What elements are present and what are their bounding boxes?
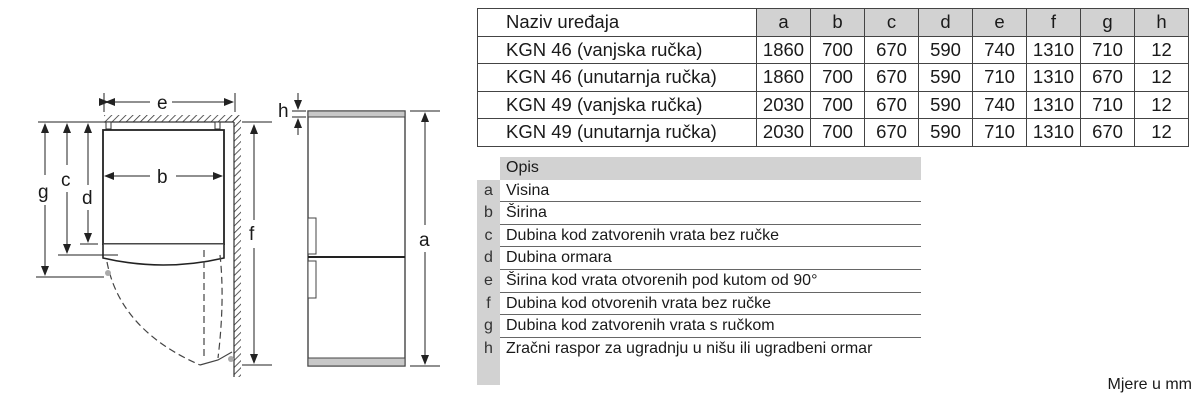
header-col-d: d <box>919 9 973 37</box>
dimension-diagram <box>0 0 470 400</box>
cell: 740 <box>973 36 1027 64</box>
cell: 590 <box>919 36 973 64</box>
description-header-row <box>477 157 921 180</box>
cell: 590 <box>919 91 973 119</box>
description-row <box>477 338 921 361</box>
device-name: KGN 46 (vanjska ručka) <box>478 36 757 64</box>
cell: 700 <box>811 91 865 119</box>
label-b: b <box>157 167 168 188</box>
header-col-e: e <box>973 9 1027 37</box>
description-key: f <box>477 293 500 316</box>
cell: 1310 <box>1027 64 1081 92</box>
device-name: KGN 49 (vanjska ručka) <box>478 91 757 119</box>
description-text: Širina <box>500 202 921 225</box>
cell: 710 <box>973 119 1027 147</box>
description-key: h <box>477 338 500 361</box>
cell: 590 <box>919 119 973 147</box>
description-key-column-fill <box>477 360 500 385</box>
description-key: c <box>477 225 500 248</box>
cell: 670 <box>865 119 919 147</box>
cell: 670 <box>865 64 919 92</box>
device-name: KGN 46 (unutarnja ručka) <box>478 64 757 92</box>
cell: 670 <box>865 36 919 64</box>
header-col-a: a <box>757 9 811 37</box>
description-text: Zračni raspor za ugradnju u nišu ili ugradbeni ormar <box>506 339 873 357</box>
description-text: Dubina kod zatvorenih vrata s ručkom <box>500 315 921 338</box>
description-row <box>477 270 921 293</box>
label-a: a <box>419 230 430 251</box>
description-row <box>477 180 921 203</box>
cell: 1860 <box>757 36 811 64</box>
table-row <box>478 36 1189 64</box>
description-text: Dubina kod otvorenih vrata bez ručke <box>500 293 921 316</box>
cell: 12 <box>1135 119 1189 147</box>
cell: 670 <box>865 91 919 119</box>
cell: 700 <box>811 36 865 64</box>
description-header-spacer <box>477 157 500 180</box>
cell: 700 <box>811 119 865 147</box>
cell: 590 <box>919 64 973 92</box>
label-h: h <box>278 101 289 122</box>
table-row <box>478 119 1189 147</box>
cell: 1310 <box>1027 36 1081 64</box>
table-row <box>478 64 1189 92</box>
description-key: g <box>477 315 500 338</box>
description-row <box>477 225 921 248</box>
top-view <box>36 93 272 377</box>
label-d: d <box>82 188 93 209</box>
cell: 1860 <box>757 64 811 92</box>
cell: 1310 <box>1027 119 1081 147</box>
front-view <box>278 93 440 366</box>
table-row <box>478 91 1189 119</box>
header-col-g: g <box>1081 9 1135 37</box>
label-g: g <box>38 182 49 203</box>
description-table <box>477 157 921 385</box>
description-row <box>477 293 921 316</box>
description-text: Visina <box>500 180 921 203</box>
table-header-row <box>478 9 1189 37</box>
description-text: Dubina ormara <box>500 247 921 270</box>
description-text: Dubina kod zatvorenih vrata bez ručke <box>500 225 921 248</box>
device-name: KGN 49 (unutarnja ručka) <box>478 119 757 147</box>
units-note: Mjere u mm <box>1107 376 1192 393</box>
description-key: a <box>477 180 500 203</box>
cell: 700 <box>811 64 865 92</box>
label-f: f <box>249 224 255 245</box>
header-col-h: h <box>1135 9 1189 37</box>
cell: 740 <box>973 91 1027 119</box>
cell: 12 <box>1135 36 1189 64</box>
description-key: e <box>477 270 500 293</box>
cell: 12 <box>1135 64 1189 92</box>
header-col-b: b <box>811 9 865 37</box>
cell: 710 <box>1081 36 1135 64</box>
cell: 710 <box>1081 91 1135 119</box>
dimensions-table <box>477 8 1189 147</box>
header-device-name: Naziv uređaja <box>478 9 757 37</box>
label-e: e <box>157 93 168 114</box>
description-row <box>477 247 921 270</box>
description-header: Opis <box>500 157 921 180</box>
header-col-c: c <box>865 9 919 37</box>
cell: 710 <box>973 64 1027 92</box>
cell: 2030 <box>757 91 811 119</box>
cell: 2030 <box>757 119 811 147</box>
label-c: c <box>61 170 71 191</box>
description-row <box>477 202 921 225</box>
cell: 1310 <box>1027 91 1081 119</box>
cell: 12 <box>1135 91 1189 119</box>
description-row <box>477 315 921 338</box>
cell: 670 <box>1081 119 1135 147</box>
description-key: b <box>477 202 500 225</box>
description-key: d <box>477 247 500 270</box>
header-col-f: f <box>1027 9 1081 37</box>
cell: 670 <box>1081 64 1135 92</box>
description-text: Širina kod vrata otvorenih pod kutom od 90° <box>500 270 921 293</box>
